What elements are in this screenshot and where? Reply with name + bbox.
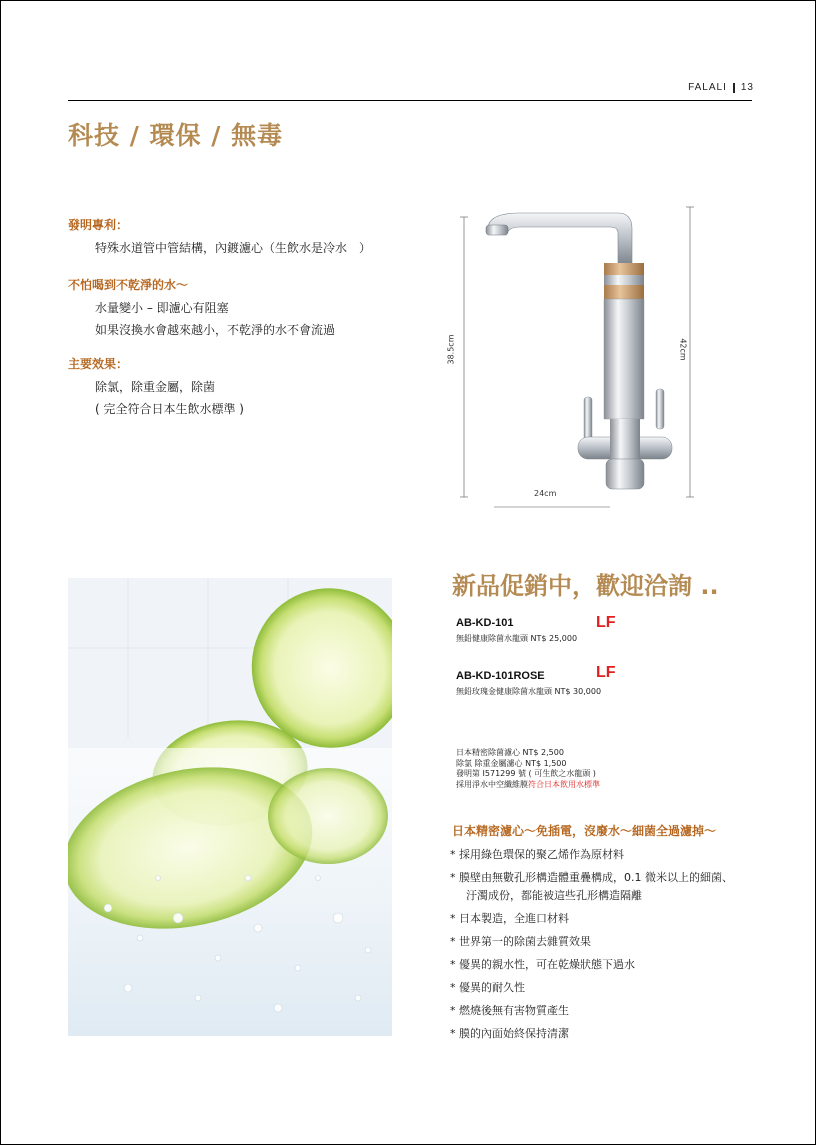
feature-item: * 膜的內面始終保持清潔 — [450, 1027, 569, 1040]
page-number: 13 — [740, 82, 754, 93]
lf-badge: LF — [596, 614, 616, 631]
section-effects — [68, 355, 244, 424]
filter-info — [456, 748, 600, 790]
filter-standard-red: 符合日本飲用水標準 — [528, 779, 600, 789]
section-line: ( 完全符合日本生飲水標準 ) — [95, 402, 244, 416]
feature-item-continuation: 汙濁成份，都能被這些孔形構造隔離 — [466, 889, 642, 902]
model-code: AB-KD-101ROSE — [456, 670, 545, 682]
filter-line: 除氯 除重金屬濾心 NT$ 1,500 — [456, 758, 567, 768]
features-heading: 日本精密濾心～免插電，沒廢水～細菌全過濾掉～ — [452, 824, 717, 838]
dimension-height-right: 42cm — [678, 338, 688, 361]
dimension-width: 24cm — [534, 489, 557, 498]
header-rule — [68, 100, 752, 101]
section-heading: 不怕喝到不乾淨的水～ — [68, 278, 189, 292]
feature-item: * 優異的耐久性 — [450, 981, 525, 994]
faucet-icon — [450, 205, 700, 510]
filter-line: 日本精密除菌濾心 NT$ 2,500 — [456, 748, 564, 757]
section-line: 特殊水道管中管結構，內鍍濾心（生飲水是冷水 ） — [95, 241, 372, 255]
section-line: 除氯，除重金屬，除菌 — [95, 380, 216, 394]
feature-item: * 膜壁由無數孔形構造體重疊構成，0.1 微米以上的細菌、 — [450, 871, 733, 884]
dimension-height-left: 38.5cm — [446, 334, 456, 365]
model-desc: 無鉛玫瑰金健康除菌水龍頭 NT$ 30,000 — [456, 687, 602, 696]
model-desc: 無鉛健康除菌水龍頭 NT$ 25,000 — [456, 634, 578, 643]
model-item — [456, 617, 577, 644]
header-brand — [688, 82, 754, 93]
section-line: 水量變小 – 即濾心有阻塞 — [95, 301, 229, 315]
page-title: 科技 / 環保 / 無毒 — [68, 121, 284, 150]
filter-plain: 採用淨水中空纖維膜 — [456, 779, 528, 789]
section-clean-water — [68, 276, 335, 345]
model-item — [456, 670, 601, 697]
promo-title: 新品促銷中，歡迎洽詢 .. — [452, 572, 719, 600]
promo-lime-water-photo — [68, 578, 392, 1036]
lime-water-icon — [68, 578, 392, 1036]
model-code: AB-KD-101 — [456, 617, 514, 629]
feature-item: * 燃燒後無有害物質產生 — [450, 1004, 569, 1017]
header-separator — [733, 83, 735, 93]
section-patent — [68, 216, 371, 263]
lf-badge: LF — [596, 664, 616, 681]
feature-item: * 世界第一的除菌去雜質效果 — [450, 935, 591, 948]
section-heading: 主要效果： — [68, 357, 129, 371]
features-list — [450, 848, 733, 1050]
section-heading: 發明專利： — [68, 218, 129, 232]
filter-line — [456, 780, 600, 791]
faucet-product-image — [446, 205, 700, 510]
filter-line: 發明第 I571299 號 ( 可生飲之水龍頭 ) — [456, 769, 596, 778]
feature-item: * 日本製造，全進口材料 — [450, 912, 569, 925]
section-line: 如果沒換水會越來越小，不乾淨的水不會流過 — [95, 323, 336, 337]
feature-item: * 優異的親水性，可在乾燥狀態下過水 — [450, 958, 635, 971]
feature-item: * 採用綠色環保的聚乙烯作為原材料 — [450, 848, 624, 861]
brand-name: FALALI — [688, 82, 727, 93]
